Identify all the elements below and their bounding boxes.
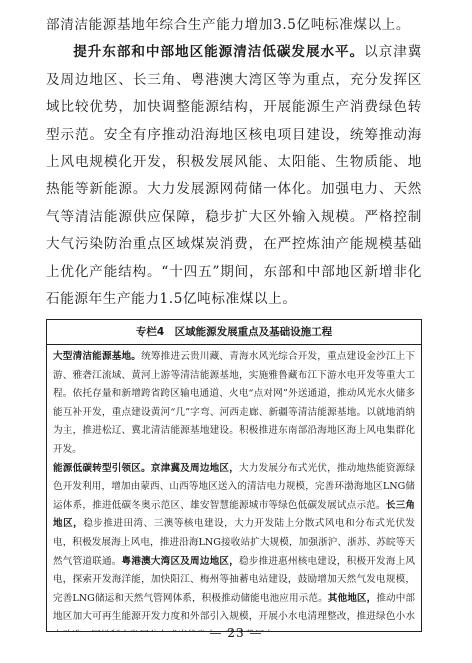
paragraph-body: 以京津冀及周边地区、长三角、粤港澳大湾区等为重点，充分发挥区域比较优势，加快调整能源结构，开展能源生产消费绿色转型示范。安全有序推动沿海地区核电项目建设，统筹推动海上风电规模化开发，积极发展风能、太阳能、生物质能、地热能等新能源。大力发展源网荷储一体化。加强电力、天然气等清洁能源供应保障，稳步扩大区外输入规模。严格控制大气污染防治重点区域煤炭消费，在严控炼油产能规模基础上优化产能结构。“十四五”期间，东部和中部地区新增非化石能源年生产能力1.5亿吨标准煤以上。 <box>46 44 422 308</box>
box-text-jingjinji: 大力发展分布式光伏，推动地热能资源绿色开发利用，增加由蒙西、山西等地区送入的清洁电力规模，完善环渤海地区LNG储运体系，推进低碳冬奥示范区、雄安智慧能源城市等绿色低碳发展试点示范。 <box>53 462 416 511</box>
box-text-other-regions: 推动中部地区加大可再生能源开发力度和外部引入规模，开展小水电清理整改，推进绿色小水 <box>53 592 416 623</box>
box-subheading-greater-bay: 粤港澳大湾区及周边地区， <box>121 555 239 567</box>
box-text-clean-energy-bases: 统筹推进云贵川藏、青海水风光综合开发，重点建设金沙江上下游、雅砻江流域、黄河上游等清洁能源基地，实施雅鲁藏布江下游水电开发等重大工程。依托存量和新增跨省跨区输电通道、火电“点对网”外送通道，推动风光水火储多能互补开发，重点建设黄河“几”字弯、河西走廊、新疆等清洁能源基地。以就地消纳为主，推进松辽、冀北清洁能源基地建设。积极推进东南部沿海地区海上风电集群化开发。 <box>53 351 416 455</box>
box-text-greater-bay: 稳步推进惠州核电建设，积极开发海上风电，探索开发海洋能，加快阳江、梅州等抽蓄电站建设，鼓励增加天然气发电规模，完善LNG储运和天然气管网体系，积极推动储能电池应用示范。 <box>53 555 416 604</box>
box-heading-clean-energy-bases: 大型清洁能源基地。 <box>53 351 142 362</box>
box-subheading-jingjinji: 京津冀及周边地区， <box>150 462 239 474</box>
paragraph-lead-heading: 提升东部和中部地区能源清洁低碳发展水平。 <box>73 44 365 61</box>
box-paragraph-clean-energy-bases <box>53 348 415 460</box>
box-text-yangtze-delta: 稳步推进田湾、三澳等核电建设，大力开发陆上分散式风电和分布式光伏发电，积极发展海上风电，推进沿海LNG接收站扩大规模，加强浙沪、浙苏、苏皖等天然气管道联通。 <box>53 518 416 567</box>
box-subheading-yangtze-delta: 长三角地区， <box>53 499 415 530</box>
feature-box-title: 专栏4 区域能源发展重点及基础设施工程 <box>47 320 421 345</box>
paragraph-east-central <box>46 39 422 313</box>
paragraph-continuation: 部清洁能源基地年综合生产能力增加3.5亿吨标准煤以上。 <box>46 17 411 33</box>
feature-box <box>46 319 422 632</box>
box-heading-low-carbon-zones: 能源低碳转型引领区。 <box>53 462 151 474</box>
feature-box-body <box>47 345 421 632</box>
body-text <box>46 12 422 313</box>
box-subheading-other-regions: 其他地区， <box>327 592 377 604</box>
box-paragraph-low-carbon-zones <box>53 460 415 632</box>
page-number: — 23 — <box>209 626 263 640</box>
